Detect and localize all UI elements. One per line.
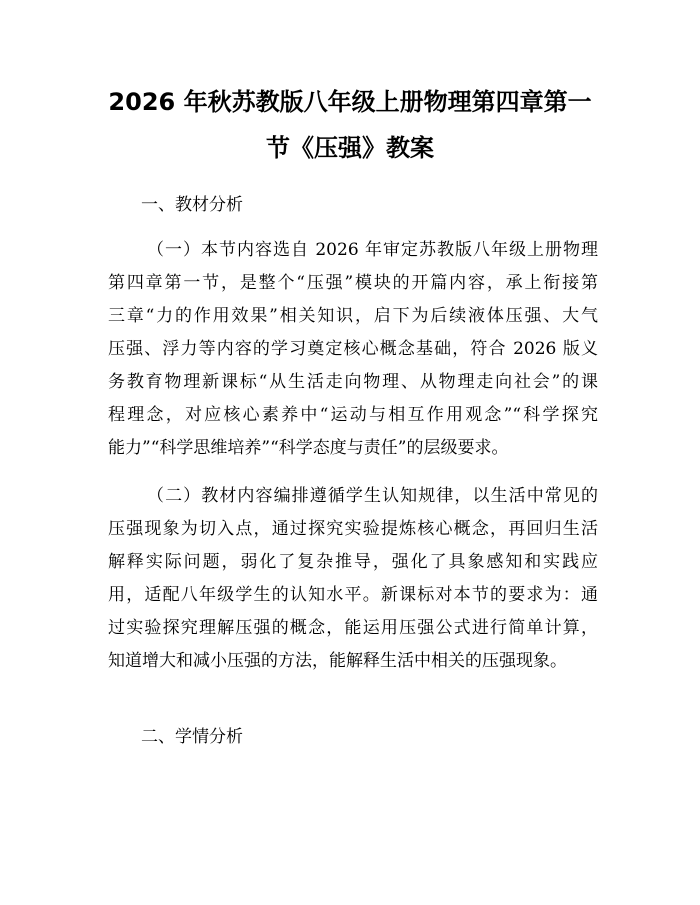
paragraph-2-line: （二）教材内容编排遵循学生认知规律，以生活中常见的	[147, 486, 598, 506]
document-title-line-1: 2026 年秋苏教版八年级上册物理第四章第一	[108, 88, 592, 116]
paragraph-2-line: 知道增大和减小压强的方法，能解释生活中相关的压强现象。	[108, 651, 567, 671]
document-title-line-2: 节《压强》教案	[266, 134, 434, 162]
paragraph-2-line: 压强现象为切入点，通过探究实验提炼核心概念，再回归生活	[108, 519, 598, 539]
paragraph-1-line: 务教育物理新课标“从生活走向物理、从物理走向社会”的课	[108, 372, 598, 392]
section-heading-textbook-analysis: 一、教材分析	[141, 195, 243, 215]
paragraph-2-line: 用，适配八年级学生的认知水平。新课标对本节的要求为：通	[108, 585, 598, 605]
section-heading-student-analysis: 二、学情分析	[141, 727, 243, 747]
paragraph-1-line: 第四章第一节，是整个“压强”模块的开篇内容，承上衔接第	[108, 273, 598, 293]
paragraph-1-line: 程理念，对应核心素养中“运动与相互作用观念”“科学探究	[108, 405, 598, 425]
paragraph-1-line: 压强、浮力等内容的学习奠定核心概念基础，符合 2026 版义	[108, 339, 598, 359]
paragraph-2-line: 解释实际问题，弱化了复杂推导，强化了具象感知和实践应	[108, 552, 598, 572]
paragraph-1-line: （一）本节内容选自 2026 年审定苏教版八年级上册物理	[147, 240, 598, 260]
paragraph-1-line: 能力”“科学思维培养”“科学态度与责任”的层级要求。	[108, 438, 509, 458]
paragraph-2-line: 过实验探究理解压强的概念，能运用压强公式进行简单计算，	[108, 618, 598, 638]
paragraph-1-line: 三章“力的作用效果”相关知识，启下为后续液体压强、大气	[108, 306, 598, 326]
